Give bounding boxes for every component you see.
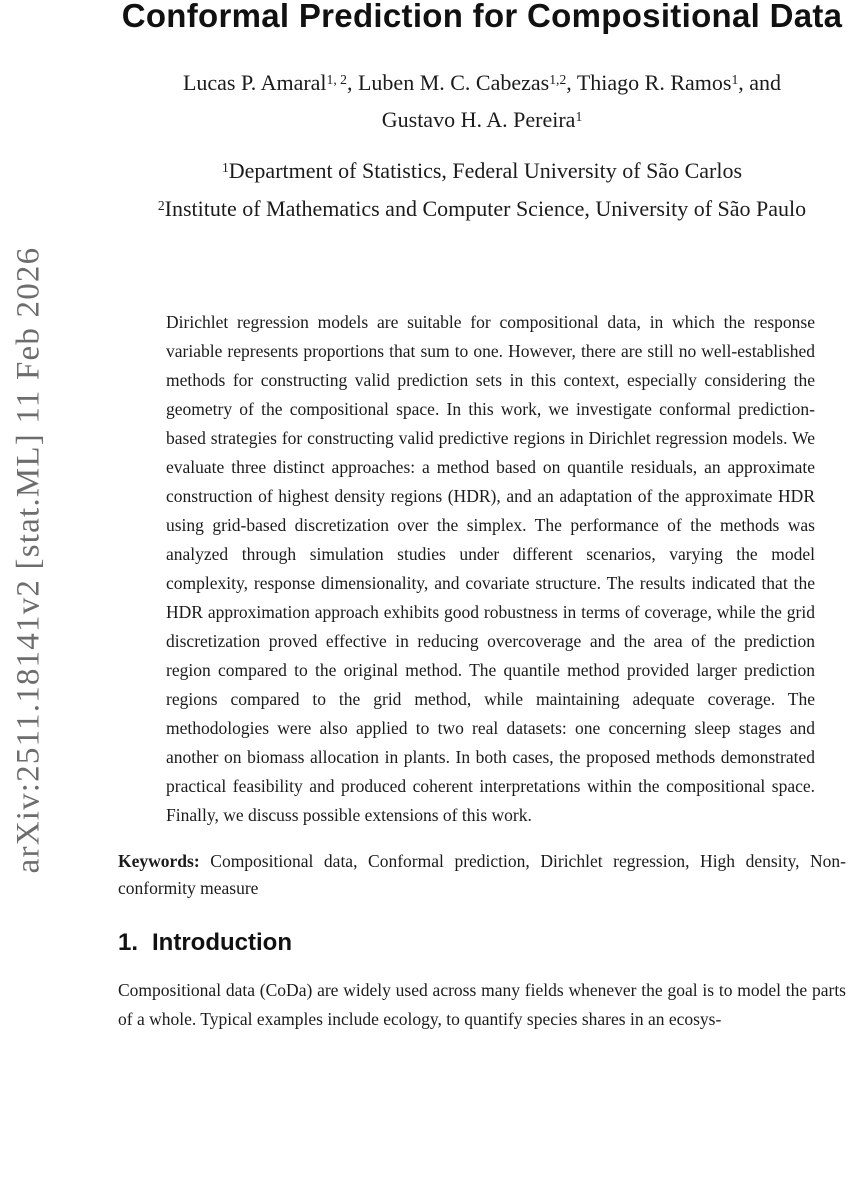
affiliation-superscript: 1 [221, 159, 229, 175]
author [382, 107, 583, 132]
text-column [118, 0, 846, 1051]
author-separator: , [566, 70, 577, 95]
affiliations-block [137, 152, 827, 228]
arxiv-watermark: arXiv:2511.18141v2 [stat.ML] 11 Feb 2026 [10, 246, 47, 874]
abstract-paragraph: Dirichlet regression models are suitable for compositional data, in which the response variable represents proportions that sum to one. However, there are still no well-established methods for constructing valid prediction sets in this context, especially considering the geometry of the compositional space. In this work, we investigate conformal prediction-based strategies for constructing valid predictive regions in Dirichlet regression models. We evaluate three distinct approaches: a method based on quantile residuals, an approximate construction of highest density regions (HDR), and an adaptation of the approximate HDR using grid-based discretization over the simplex. The performance of the methods was analyzed through simulation studies under different scenarios, varying the model complexity, response dimensionality, and covariate structure. The results indicated that the HDR approximation approach exhibits good robustness in terms of coverage, while the grid discretization proved effective in reducing overcoverage and the area of the prediction region compared to the original method. The quantile method provided larger prediction regions compared to the grid method, while maintaining adequate coverage. The methodologies were also applied to two real datasets: one concerning sleep stages and another on biomass allocation in plants. In both cases, the proposed methods demonstrated practical feasibility and produced coherent interpretations within the compositional space. Finally, we discuss possible extensions of this work. [166, 312, 815, 825]
section-number: 1. [118, 928, 139, 956]
affiliation-superscript: 2 [157, 197, 165, 213]
section-heading-introduction [118, 928, 846, 958]
keywords-text: Compositional data, Conformal prediction, Dirichlet regression, High density, Non-conformity measure [118, 850, 847, 898]
affiliation-line [137, 190, 827, 228]
author-affil-superscript: 1 [731, 71, 739, 87]
affiliation-text: Department of Statistics, Federal University of São Carlos [228, 158, 743, 183]
keywords-block [118, 848, 846, 902]
introduction-paragraph: Compositional data (CoDa) are widely used across many fields whenever the goal is to model the parts of a whole. Typical examples include ecology, to quantify species shares in an ecosys- [118, 979, 846, 1029]
section-title: Introduction [152, 928, 292, 956]
author [183, 70, 358, 95]
author-affil-superscript: 1 [575, 108, 583, 124]
author-line [118, 64, 846, 138]
author-affil-superscript: 1, 2 [326, 71, 347, 87]
author [577, 70, 781, 95]
author [358, 70, 577, 95]
author-name: Gustavo H. A. Pereira$^1$ [381, 107, 583, 132]
affiliation-line [137, 152, 827, 190]
affiliation-text: Institute of Mathematics and Computer Science, University of São Paulo [164, 196, 807, 221]
author-separator: , [346, 70, 358, 95]
author-affil-superscript: 1,2 [549, 71, 567, 87]
author-name: Luben M. C. Cabezas$^{1,2}$ [357, 70, 567, 95]
author-name: Thiago R. Ramos$^1$ [576, 70, 739, 95]
keywords-label: Keywords: [118, 850, 200, 871]
paper-title: Conformal Prediction for Compositional Data [121, 0, 843, 34]
author-separator: , and [738, 70, 782, 95]
author-name: Lucas P. Amaral$^{1, 2}$ [182, 70, 347, 95]
